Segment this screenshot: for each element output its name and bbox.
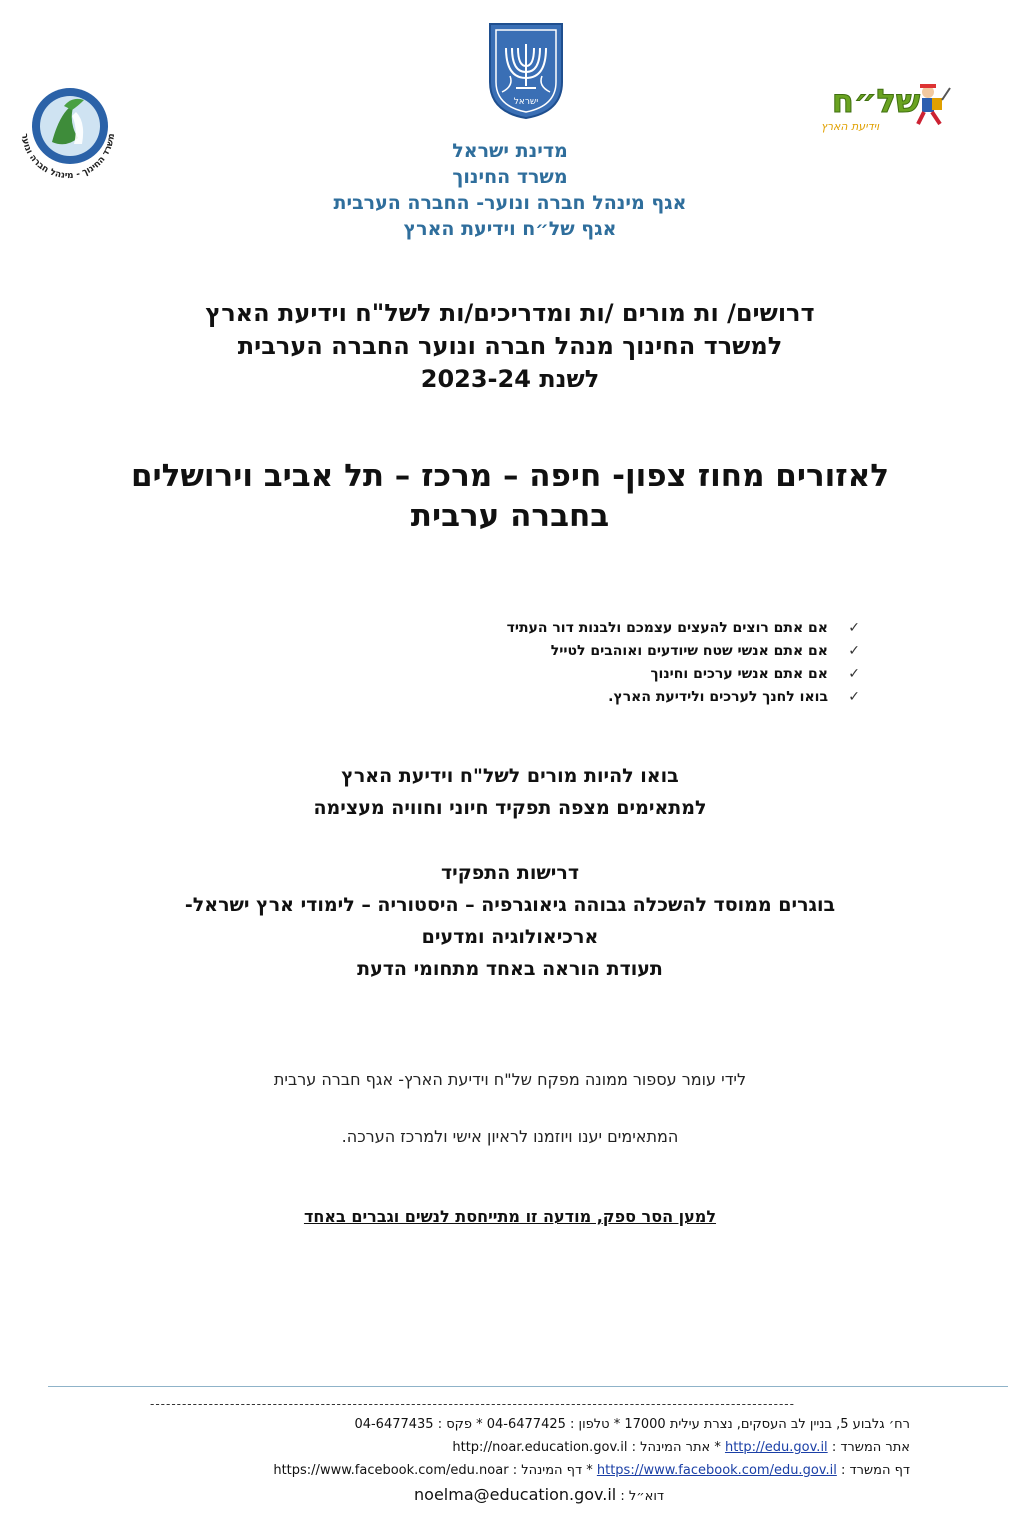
right-logo-text: של״ח	[831, 82, 921, 120]
requirements-line: תעודת הוראה באחד מתחומי הדעת	[357, 958, 663, 980]
shelah-logo	[780, 78, 960, 138]
ministry-line-department: אגף של״ח וידיעת הארץ	[403, 218, 617, 240]
job-title-line-1: דרושים/ ות מורים /ות ומדריכים/ות לשל"ח וידיעת הארץ	[205, 299, 815, 327]
gender-notice-wrap	[0, 1207, 1020, 1226]
checklist-item	[340, 617, 860, 640]
ministry-site-label: אתר המשרד :	[831, 1440, 910, 1455]
ministry-header	[0, 138, 1020, 242]
division-site-label: * אתר המינהל :	[631, 1440, 721, 1455]
footer-dashes: -------------------------------------------------------------------------------------------------------------------------	[150, 1397, 795, 1411]
footer-address: רח׳ גלבוע 5, בניין לב העסקים, נצרת עילית 17000 * טלפון : 04-6477425 * פקס : 04-6477435	[354, 1417, 910, 1432]
checklist-item	[340, 663, 860, 686]
invitation-line-1: בואו להיות מורים לשל"ח וידיעת הארץ	[341, 765, 679, 787]
check-icon: ✓	[848, 620, 860, 636]
division-site-link[interactable]: http://noar.education.gov.il	[452, 1440, 628, 1455]
gender-notice: למען הסר ספק, מודעה זו מתייחסת לנשים וגברים באחד	[303, 1207, 717, 1226]
regions	[0, 456, 1020, 536]
emblem-text: ישראל	[513, 97, 539, 107]
requirements	[0, 857, 1020, 985]
state-emblem	[486, 20, 566, 120]
regions-line-1: לאזורים מחוז צפון- חיפה – מרכז – תל אביב וירושלים	[130, 458, 890, 494]
checklist-item-text: אם אתם רוצים להעצים עצמכם ולבנות דור העתיד	[506, 620, 828, 636]
job-title	[0, 297, 1020, 396]
ministry-page-label: דף המשרד :	[840, 1463, 910, 1478]
email-address[interactable]: noelma@education.gov.il	[414, 1485, 617, 1504]
ministry-line-state: מדינת ישראל	[452, 140, 568, 162]
division-page-link[interactable]: https://www.facebook.com/edu.noar	[273, 1463, 509, 1478]
checklist-item-text: אם אתם אנשי ערכים וחינוך	[650, 666, 828, 682]
checklist-item	[340, 686, 860, 709]
division-page-label: * דף המינהל :	[512, 1463, 593, 1478]
job-title-line-2: למשרד החינוך מנהל חברה ונוער החברה הערבית	[237, 332, 783, 360]
invitation	[0, 760, 1020, 824]
checklist-item-text: בואו לחנך לערכים ולידיעת הארץ.	[608, 689, 828, 705]
hiker-icon	[918, 84, 950, 124]
ministry-line-division: אגף מינהל חברה ונוער- החברה הערבית	[333, 192, 687, 214]
footer-email	[414, 1484, 664, 1508]
footer-divider	[48, 1386, 1008, 1387]
ministry-line-ministry: משרד החינוך	[452, 166, 568, 188]
requirements-heading: דרישות התפקיד	[440, 862, 579, 884]
checklist-item-text: אם אתם אנשי שטח שיודעים ואוהבים לטייל	[550, 643, 828, 659]
ministry-page-link[interactable]: https://www.facebook.com/edu.gov.il	[596, 1463, 837, 1478]
interview-line: המתאימים יענו ויוזמנו לראיון אישי ולמרכז הערכה.	[341, 1127, 679, 1146]
check-icon: ✓	[848, 689, 860, 705]
checklist-item	[340, 640, 860, 663]
requirements-line: בוגרים ממוסד להשכלה גבוהה גיאוגרפיה – היסטוריה – לימודי ארץ ישראל-	[184, 894, 836, 916]
check-icon: ✓	[848, 666, 860, 682]
footer-sites	[452, 1437, 910, 1459]
left-logo-text: משרד החינוך - מינהל חברה ונוער	[18, 132, 118, 182]
requirements-line: ארכיאולוגיה ומדעים	[421, 926, 599, 948]
invitation-line-2: למתאימים מצפה תפקיד חיוני וחוויה מעצימה	[313, 797, 707, 819]
right-logo-subtext: וידיעת הארץ	[820, 120, 880, 133]
regions-line-2: בחברה ערבית	[410, 498, 610, 534]
ministry-site-link[interactable]: http://edu.gov.il	[724, 1440, 828, 1455]
job-title-line-3: לשנת 2023-24	[420, 365, 600, 393]
check-icon: ✓	[848, 643, 860, 659]
footer-pages	[273, 1460, 910, 1482]
benefits-checklist	[340, 617, 860, 709]
email-label: דוא״ל :	[620, 1489, 664, 1504]
contact-line: לידי עומר עספור ממונה מפקח של"ח וידיעת הארץ- אגף חברה ערבית	[273, 1070, 747, 1089]
